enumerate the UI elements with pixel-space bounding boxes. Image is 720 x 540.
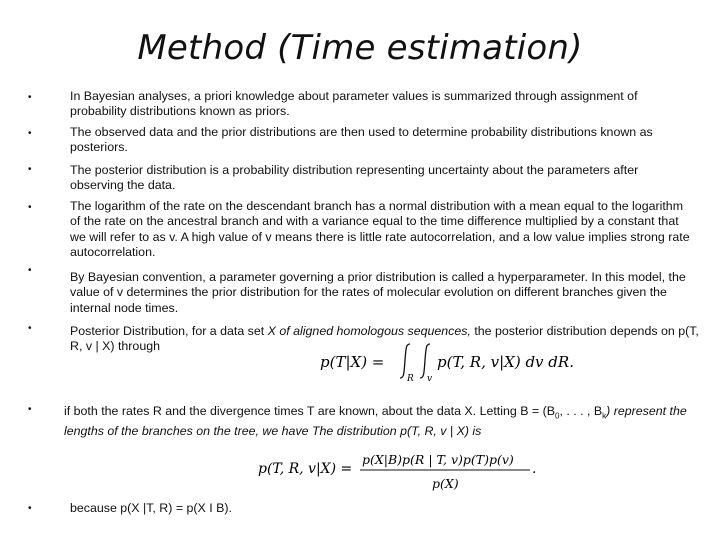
posterior-text-b: the posterior distribution depends on p(T, R, v | X) through <box>70 324 699 354</box>
slide-title: Method (Time estimation) <box>137 28 583 68</box>
formula1-lhs: p(T|X) = <box>320 353 385 371</box>
posterior-bayes-formula <box>256 448 546 494</box>
formula2-lhs: p(T, R, v|X) = <box>258 461 353 477</box>
bullet-3: • <box>28 164 32 175</box>
paragraph-priors: In Bayesian analyses, a priori knowledge about parameter values is summarized through assignment of probability distributions known as priors. <box>70 89 638 119</box>
bullet-4: • <box>28 202 32 213</box>
known-rates-text-b: , . . . , B <box>559 404 603 418</box>
posterior-integral-formula <box>318 340 588 382</box>
paragraph-posterior-definition: The posterior distribution is a probability distribution representing uncertainty about the parameters after observing the data. <box>70 163 639 193</box>
bullet-5: • <box>28 265 32 276</box>
formula1-sub-r: R <box>407 374 414 382</box>
formula1-integrand: p(T, R, v|X) dv dR. <box>437 353 574 371</box>
bullet-2: • <box>28 128 32 139</box>
posterior-text-italic: X of aligned homologous sequences, <box>267 324 471 338</box>
bullet-7: • <box>28 404 32 415</box>
paragraph-hyperparameter: By Bayesian convention, a parameter governing a prior distribution is called a hyperparameter. In this model, the value of v determines the prior distribution for the rates of molecular evolution on different branches given the internal node times. <box>70 270 686 315</box>
bullet-1: • <box>28 92 32 103</box>
formula1-sub-v: v <box>427 374 433 382</box>
known-rates-text-a: if both the rates R and the divergence times T are known, about the data X. Letting B = (B <box>64 404 555 418</box>
posterior-text-a: Posterior Distribution, for a data set <box>70 324 268 338</box>
formula2-denominator: p(X) <box>432 476 459 491</box>
sub-k: k <box>602 411 607 421</box>
paragraph-known-rates <box>64 404 704 439</box>
paragraph-posteriors: The observed data and the prior distributions are then used to determine probability distributions known as posteriors. <box>70 125 653 155</box>
sub-zero: 0 <box>555 411 560 421</box>
formula2-period: . <box>532 461 537 477</box>
bullet-8: • <box>28 503 32 514</box>
paragraph-because: because p(X |T, R) = p(X I B). <box>70 501 232 515</box>
known-rates-text-c: ) represent the lengths of the branches on the tree, we have The distribution p(T, R, v | X) is <box>64 404 687 438</box>
formula2-numerator: p(X|B)p(R | T, v)p(T)p(v) <box>362 452 514 467</box>
bullet-6: • <box>28 323 32 334</box>
paragraph-log-rate: The logarithm of the rate on the descendant branch has a normal distribution with a mean equal to the logarithm of the rate on the ancestral branch and with a variance equal to the time difference multiplied by a constant that we will refer to as v. A high value of v means there is little rate autocorrelation, and a low value implies strong rate autocorrelation. <box>70 199 690 260</box>
